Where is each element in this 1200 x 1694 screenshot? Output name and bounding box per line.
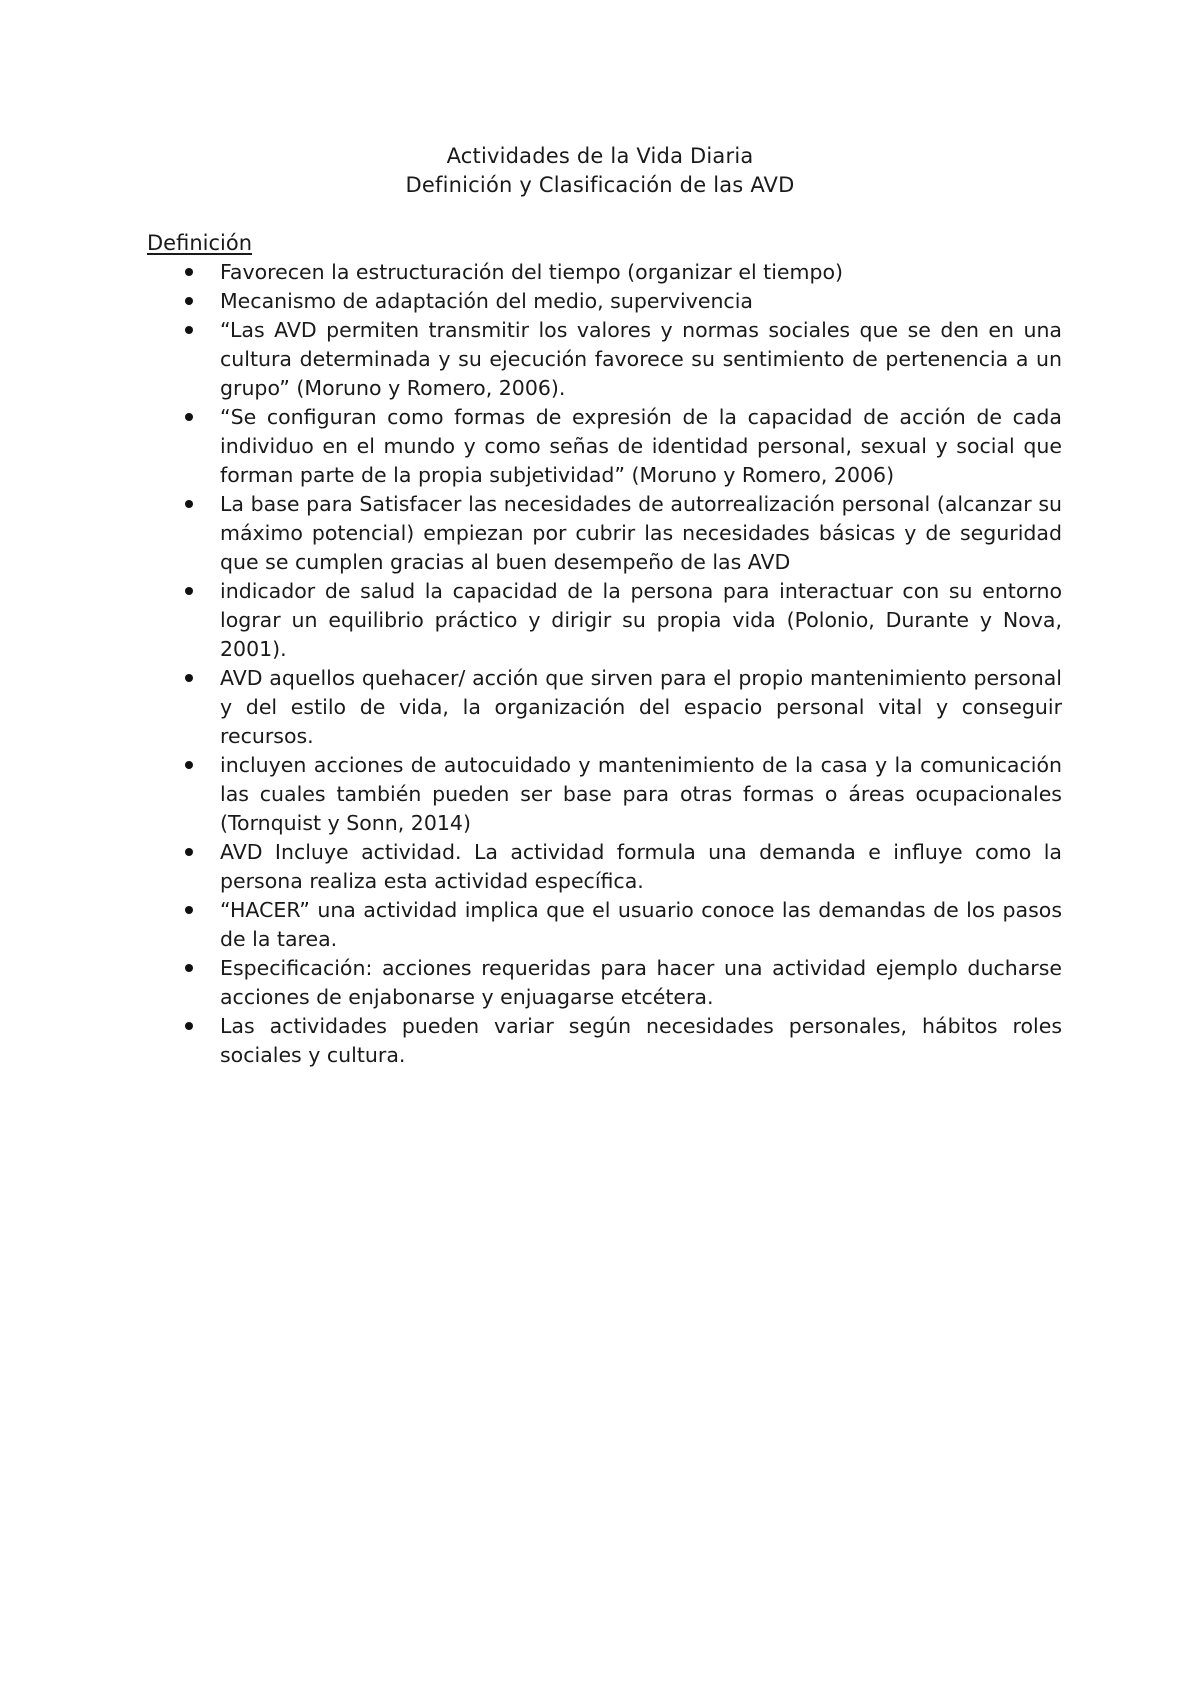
list-item-text: La base para Satisfacer las necesidades de autorrealización personal (alcanzar su máximo potencial) empiezan por cubrir las necesidades básicas y de seguridad que se cumplen gracias al buen desempeño de las AVD: [220, 492, 1062, 574]
list-item: [147, 838, 1062, 896]
list-item: [147, 287, 1062, 316]
list-item-text: “HACER” una actividad implica que el usuario conoce las demandas de los pasos de la tarea.: [220, 898, 1062, 951]
list-item-text: AVD Incluye actividad. La actividad formula una demanda e influye como la persona realiza esta actividad específica.: [220, 840, 1062, 893]
list-item-text: indicador de salud la capacidad de la persona para interactuar con su entorno lograr un equilibrio práctico y dirigir su propia vida (Polonio, Durante y Nova, 2001).: [220, 579, 1062, 661]
list-item: [147, 751, 1062, 838]
document-title: Actividades de la Vida Diaria: [446, 144, 754, 168]
section-heading: Definición: [147, 231, 252, 255]
list-item: [147, 490, 1062, 577]
list-item: [147, 896, 1062, 954]
bullet-icon: [185, 500, 193, 508]
list-item: [147, 954, 1062, 1012]
bullet-icon: [185, 761, 193, 769]
bullet-icon: [185, 413, 193, 421]
list-item: [147, 1012, 1062, 1070]
list-item-text: Mecanismo de adaptación del medio, supervivencia: [220, 289, 753, 313]
list-item: [147, 316, 1062, 403]
list-item-text: Las actividades pueden variar según necesidades personales, hábitos roles sociales y cultura.: [220, 1014, 1062, 1067]
bullet-icon: [185, 268, 193, 276]
definition-list: [147, 258, 1062, 1070]
bullet-icon: [185, 326, 193, 334]
list-item-text: incluyen acciones de autocuidado y mantenimiento de la casa y la comunicación las cuales también pueden ser base para otras formas o áreas ocupacionales (Tornquist y Sonn, 2014): [220, 753, 1062, 835]
bullet-icon: [185, 848, 193, 856]
list-item: [147, 403, 1062, 490]
bullet-icon: [185, 964, 193, 972]
list-item: [147, 577, 1062, 664]
bullet-icon: [185, 906, 193, 914]
bullet-icon: [185, 674, 193, 682]
list-item-text: “Las AVD permiten transmitir los valores y normas sociales que se den en una cultura determinada y su ejecución favorece su sentimiento de pertenencia a un grupo” (Moruno y Romero, 2006).: [220, 318, 1062, 400]
list-item-text: Especificación: acciones requeridas para hacer una actividad ejemplo ducharse acciones de enjabonarse y enjuagarse etcétera.: [220, 956, 1062, 1009]
bullet-icon: [185, 1022, 193, 1030]
list-item-text: “Se configuran como formas de expresión de la capacidad de acción de cada individuo en el mundo y como señas de identidad personal, sexual y social que forman parte de la propia subjetividad” (Moruno y Romero, 2006): [220, 405, 1062, 487]
definition-section: [147, 229, 1062, 1070]
bullet-icon: [185, 297, 193, 305]
list-item: [147, 258, 1062, 287]
document-subtitle: Definición y Clasificación de las AVD: [405, 173, 795, 197]
list-item-text: AVD aquellos quehacer/ acción que sirven para el propio mantenimiento personal y del estilo de vida, la organización del espacio personal vital y conseguir recursos.: [220, 666, 1062, 748]
bullet-icon: [185, 587, 193, 595]
list-item: [147, 664, 1062, 751]
title-block: [0, 142, 1200, 200]
list-item-text: Favorecen la estructuración del tiempo (organizar el tiempo): [220, 260, 844, 284]
